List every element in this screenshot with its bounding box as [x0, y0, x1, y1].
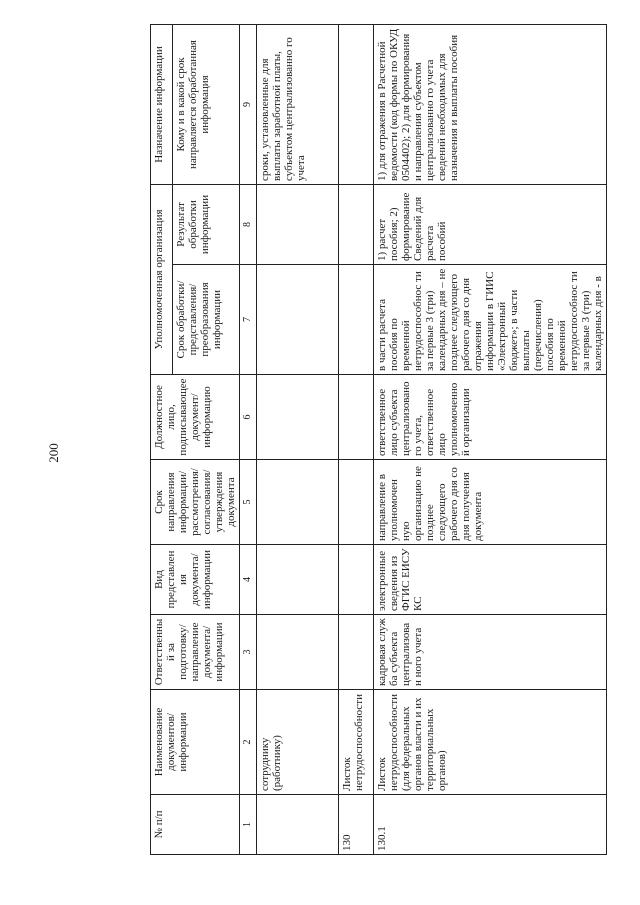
header-group-organization: Уполномоченная организация — [151, 184, 173, 374]
responsible — [339, 615, 374, 690]
processing-deadline: в части расчета пособия по временной нетрудоспособнос ти за первые 3 (три) календарных дня – не позднее следующего рабочего дня со дня отражения информации в ГИИС «Электронный бюджет»; в части выплаты (перечисления) пособия по временной нетрудоспособнос ти за первые 3 (три) календарных дня - в — [374, 265, 607, 375]
column-number: 7 — [240, 265, 257, 375]
table-row — [374, 24, 607, 854]
row-number: 130 — [339, 795, 374, 855]
page-number: 200 — [45, 443, 61, 463]
document-name: сотруднику (работнику) — [257, 690, 339, 795]
responsible — [257, 615, 339, 690]
processing-result — [339, 184, 374, 264]
header-col-7: Срок обработки/ представления/ преобразования информации — [172, 265, 239, 375]
information-purpose: сроки, установленные для выплаты заработной платы, субъектом централизованно го учета — [257, 24, 339, 184]
representation-type — [339, 545, 374, 615]
column-number: 9 — [240, 24, 257, 184]
table-stage — [150, 0, 630, 900]
header-col-3: Ответственный за подготовку/ направление документа/ информации — [151, 615, 240, 690]
header-col-2: Наименование документов/ информации — [151, 690, 240, 795]
responsible: кадровая служ ба субъекта централизован ного учета — [374, 615, 607, 690]
header-row-top — [151, 24, 173, 854]
column-number: 4 — [240, 545, 257, 615]
column-number: 6 — [240, 375, 257, 460]
information-purpose: 1) для отражения в Расчетной ведомости (код формы по ОКУД 0504402); 2) для формирования и направления субъектом централизованно го учета сведений необходимых для назначения и выплаты пособия — [374, 24, 607, 184]
header-col-8: Результат обработки информации — [172, 184, 239, 264]
direction-deadline — [257, 460, 339, 545]
representation-type: электронные сведения из ФГИС ЕИСУ КС — [374, 545, 607, 615]
direction-deadline: направление в уполномочен ную организацию не позднее следующего рабочего дня со дня получения документа — [374, 460, 607, 545]
signing-official — [339, 375, 374, 460]
column-number: 8 — [240, 184, 257, 264]
header-col-9: Назначение информации — [151, 24, 173, 184]
direction-deadline — [339, 460, 374, 545]
signing-official — [257, 375, 339, 460]
processing-deadline — [339, 265, 374, 375]
signing-official: ответственное лицо субъекта централизовано го учета, ответственное лицо уполномоченной организации — [374, 375, 607, 460]
header-col-9-sub: Кому и в какой срок направляется обработанная информация — [172, 24, 239, 184]
column-number: 1 — [240, 795, 257, 855]
processing-result: 1) расчет пособия; 2) формирование Сведений для расчета пособий — [374, 184, 607, 264]
document-table — [150, 24, 607, 855]
rotated-sheet — [150, 0, 630, 900]
row-number — [257, 795, 339, 855]
header-col-1: № п/п — [151, 795, 240, 855]
column-number: 5 — [240, 460, 257, 545]
header-col-6: Должностное лицо, подписывающее документ/ информацию — [151, 375, 240, 460]
column-number-row — [240, 24, 257, 854]
table-row — [257, 24, 339, 854]
column-number: 3 — [240, 615, 257, 690]
information-purpose — [339, 24, 374, 184]
document-name: Листок нетрудоспособности — [339, 690, 374, 795]
document-name: Листок нетрудоспособности (для федеральных органов власти и их территориальных органов) — [374, 690, 607, 795]
representation-type — [257, 545, 339, 615]
row-number: 130.1 — [374, 795, 607, 855]
column-number: 2 — [240, 690, 257, 795]
header-col-5: Срок направления информации/ рассмотрения/ согласования/ утверждения документа — [151, 460, 240, 545]
header-col-4: Вид представления документа/ информации — [151, 545, 240, 615]
processing-result — [257, 184, 339, 264]
processing-deadline — [257, 265, 339, 375]
table-row — [339, 24, 374, 854]
